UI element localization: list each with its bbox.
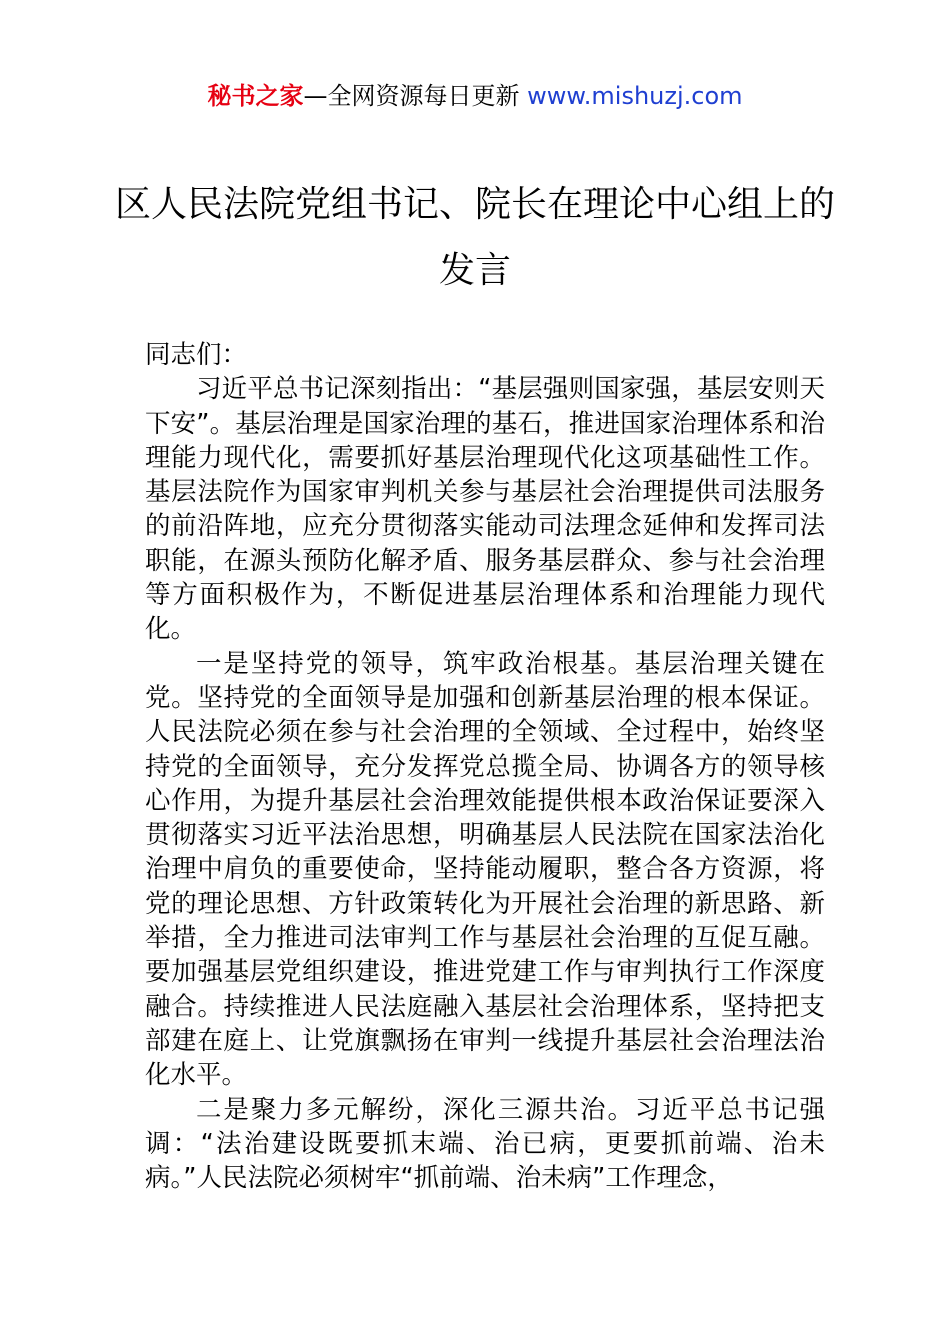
paragraph-point-two: 二是聚力多元解纷，深化三源共治。习近平总书记强调：“法治建设既要抓末端、治已病，更要抓前端、治未病。”人民法院必须树牢“抓前端、治未病”工作理念， xyxy=(145,1094,825,1194)
salutation: 同志们： xyxy=(145,340,248,370)
site-header xyxy=(0,80,950,112)
site-brand: 秘书之家 xyxy=(207,82,304,110)
paragraph-point-one: 一是坚持党的领导，筑牢政治根基。基层治理关键在党。坚持党的全面领导是加强和创新基层治理的根本保证。人民法院必须在参与社会治理的全领域、全过程中，始终坚持党的全面领导，充分发挥党总揽全局、协调各方的领导核心作用，为提升基层社会治理效能提供根本政治保证要深入贯彻落实习近平法治思想，明确基层人民法院在国家法治化治理中肩负的重要使命，坚持能动履职，整合各方资源，将党的理论思想、方针政策转化为开展社会治理的新思路、新举措，全力推进司法审判工作与基层社会治理的互促互融。要加强基层党组织建设，推进党建工作与审判执行工作深度融合。持续推进人民法庭融入基层社会治理体系，坚持把支部建在庭上、让党旗飘扬在审判一线提升基层社会治理法治化水平。 xyxy=(145,648,825,1091)
paragraph-intro: 习近平总书记深刻指出：“基层强则国家强，基层安则天下安”。基层治理是国家治理的基石，推进国家治理体系和治理能力现代化，需要抓好基层治理现代化这项基础性工作。基层法院作为国家审判机关参与基层社会治理提供司法服务的前沿阵地，应充分贯彻落实能动司法理念延伸和发挥司法职能，在源头预防化解矛盾、服务基层群众、参与社会治理等方面积极作为，不断促进基层治理体系和治理能力现代化。 xyxy=(145,374,825,645)
document-title: 区人民法院党组书记、院长在理论中心组上的发言 xyxy=(114,184,835,291)
site-url-link[interactable]: www.mishuzj.com xyxy=(527,82,743,110)
document-body xyxy=(145,338,825,1195)
site-slogan: —全网资源每日更新 xyxy=(303,82,520,110)
